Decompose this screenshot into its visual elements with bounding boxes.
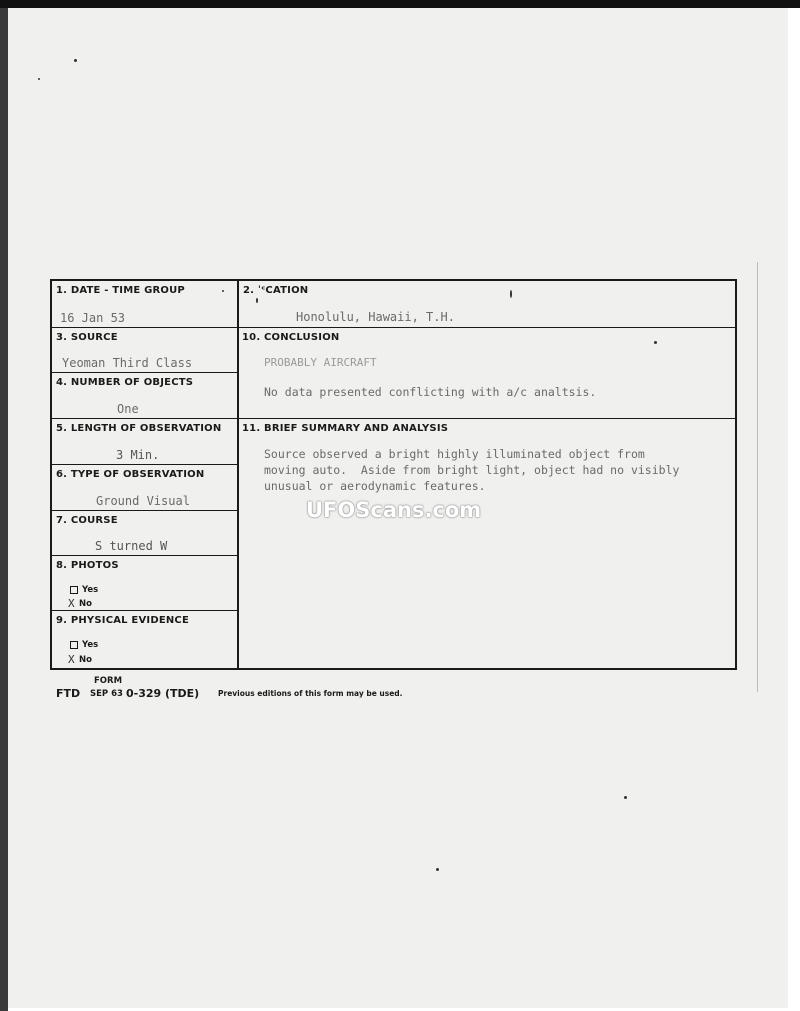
row-divider	[50, 372, 238, 373]
scan-speck	[38, 78, 40, 80]
photos-yes-option	[70, 585, 98, 595]
checkbox-empty-icon	[70, 586, 78, 594]
scan-top-edge	[0, 0, 800, 8]
row-divider	[50, 464, 238, 465]
column-divider	[237, 279, 239, 670]
form-note: Previous editions of this form may be used.	[218, 689, 403, 698]
brief-summary-label: 11. BRIEF SUMMARY AND ANALYSIS	[242, 423, 449, 434]
scan-speck	[654, 341, 657, 344]
evidence-yes-label: Yes	[82, 640, 99, 650]
scan-speck	[624, 796, 627, 799]
scan-speck	[256, 298, 258, 303]
checkbox-checked-icon: X	[68, 653, 75, 666]
scan-speck	[436, 868, 439, 871]
evidence-no-label: No	[79, 655, 92, 665]
evidence-yes-option	[70, 640, 98, 650]
photos-no-label: No	[79, 599, 92, 609]
scan-speck	[74, 59, 77, 62]
row-divider	[50, 510, 238, 511]
watermark: UFOScans.com	[306, 498, 482, 522]
course-value: S turned W	[95, 539, 168, 553]
checkbox-checked-icon: X	[68, 597, 75, 610]
row-divider	[50, 610, 238, 611]
date-time-group-label: 1. DATE - TIME GROUP	[56, 285, 185, 296]
source-value: Yeoman Third Class	[62, 356, 193, 370]
brief-summary-text	[264, 446, 734, 494]
conclusion-detail: No data presented conflicting with a/c analtsis.	[264, 385, 597, 399]
conclusion-label: 10. CONCLUSION	[242, 332, 340, 343]
row-divider	[50, 418, 737, 419]
summary-line: Source observed a bright highly illuminated object from	[264, 447, 645, 461]
form-word: FORM	[94, 676, 123, 686]
length-of-observation-value: 3 Min.	[116, 448, 160, 462]
number-of-objects-value: One	[117, 402, 139, 416]
length-of-observation-label: 5. LENGTH OF OBSERVATION	[56, 423, 222, 434]
conclusion-value: PROBABLY AIRCRAFT	[264, 356, 377, 369]
course-label: 7. COURSE	[56, 515, 118, 526]
scan-speck	[510, 290, 512, 298]
row-divider	[50, 555, 238, 556]
row-divider	[50, 327, 737, 328]
form-ftd: FTD	[56, 687, 81, 700]
summary-line: moving auto. Aside from bright light, object had no visibly	[264, 463, 680, 477]
location-label: 2. ˈᶜCATION	[243, 285, 309, 296]
photos-yes-label: Yes	[82, 585, 99, 595]
summary-line: unusual or aerodynamic features.	[264, 479, 486, 493]
form-number: 0-329 (TDE)	[126, 687, 200, 700]
photos-label: 8. PHOTOS	[56, 560, 119, 571]
scan-speck	[222, 290, 224, 292]
scan-artifact-line	[757, 262, 758, 692]
type-of-observation-label: 6. TYPE OF OBSERVATION	[56, 469, 205, 480]
form-date-code: SEP 63	[90, 689, 123, 699]
location-value: Honolulu, Hawaii, T.H.	[296, 310, 455, 324]
number-of-objects-label: 4. NUMBER OF OBJECTS	[56, 377, 194, 388]
checkbox-empty-icon	[70, 641, 78, 649]
evidence-no-option	[68, 653, 92, 666]
date-time-group-value: 16 Jan 53	[60, 311, 126, 325]
source-label: 3. SOURCE	[56, 332, 118, 343]
physical-evidence-label: 9. PHYSICAL EVIDENCE	[56, 615, 189, 626]
scan-left-edge	[0, 0, 8, 1011]
photos-no-option	[68, 597, 92, 610]
type-of-observation-value: Ground Visual	[96, 494, 190, 508]
